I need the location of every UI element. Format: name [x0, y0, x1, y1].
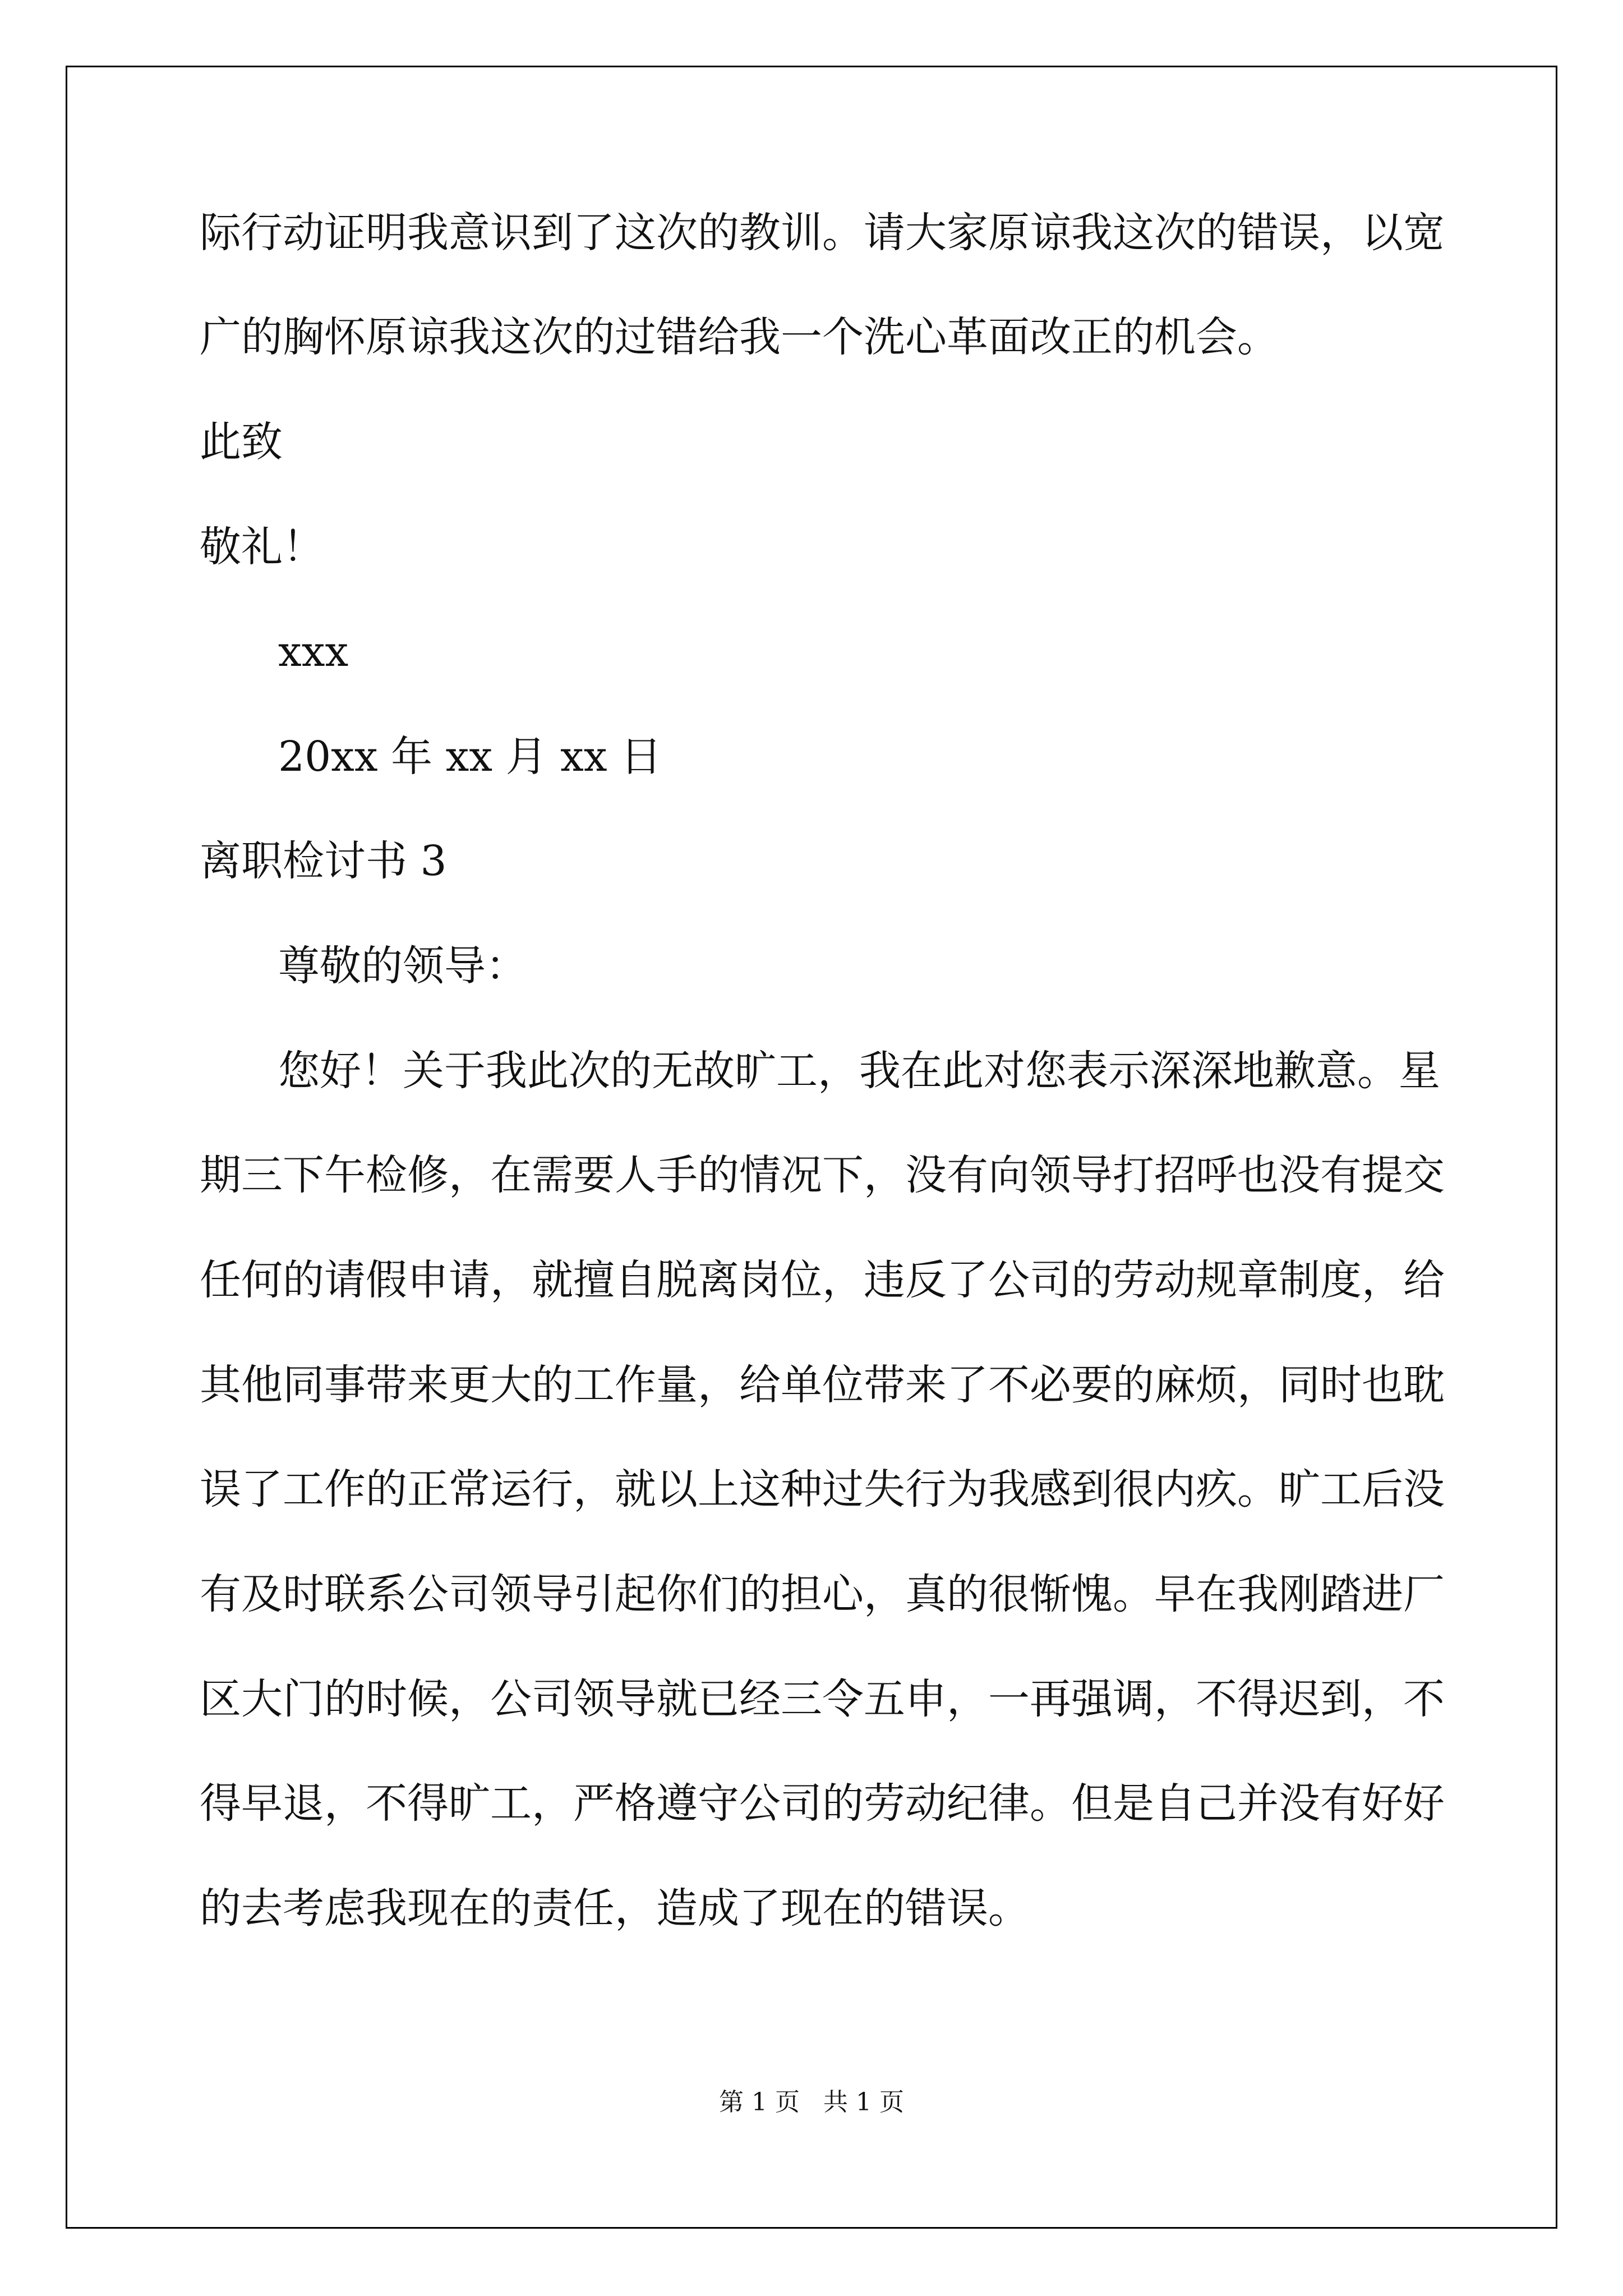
paragraph-line: 得早退，不得旷工，严格遵守公司的劳动纪律。但是自己并没有好好: [200, 1779, 1445, 1828]
paragraph-line: 期三下午检修，在需要人手的情况下，没有向领导打招呼也没有提交: [200, 1151, 1445, 1199]
paragraph-line: 任何的请假申请，就擅自脱离岗位，违反了公司的劳动规章制度，给: [200, 1256, 1445, 1304]
page-footer: 第 1 页 共 1 页: [719, 2088, 904, 2116]
paragraph-line: 的去考虑我现在的责任，造成了现在的错误。: [200, 1884, 1030, 1932]
paragraph-line: 误了工作的正常运行，就以上这种过失行为我感到很内疚。旷工后没: [200, 1465, 1445, 1513]
letter-greeting: 尊敬的领导：: [278, 942, 527, 990]
closing-regards: 敬礼！: [200, 523, 324, 571]
paragraph-line: 区大门的时候，公司领导就已经三令五申，一再强调，不得迟到，不: [200, 1675, 1445, 1723]
paragraph-line: 其他同事带来更大的工作量，给单位带来了不必要的麻烦，同时也耽: [200, 1361, 1445, 1409]
signature-date: 20xx 年 xx 月 xx 日: [278, 733, 662, 781]
closing-salutation: 此致: [200, 418, 283, 466]
paragraph-line: 际行动证明我意识到了这次的教训。请大家原谅我这次的错误，以宽: [200, 209, 1445, 257]
paragraph-line: 有及时联系公司领导引起你们的担心，真的很惭愧。早在我刚踏进厂: [200, 1570, 1445, 1618]
signature-name: xxx: [278, 628, 349, 676]
paragraph-line: 您好！关于我此次的无故旷工，我在此对您表示深深地歉意。星: [278, 1047, 1440, 1095]
paragraph-line: 广的胸怀原谅我这次的过错给我一个洗心革面改正的机会。: [200, 313, 1279, 361]
section-title: 离职检讨书 3: [200, 837, 447, 885]
